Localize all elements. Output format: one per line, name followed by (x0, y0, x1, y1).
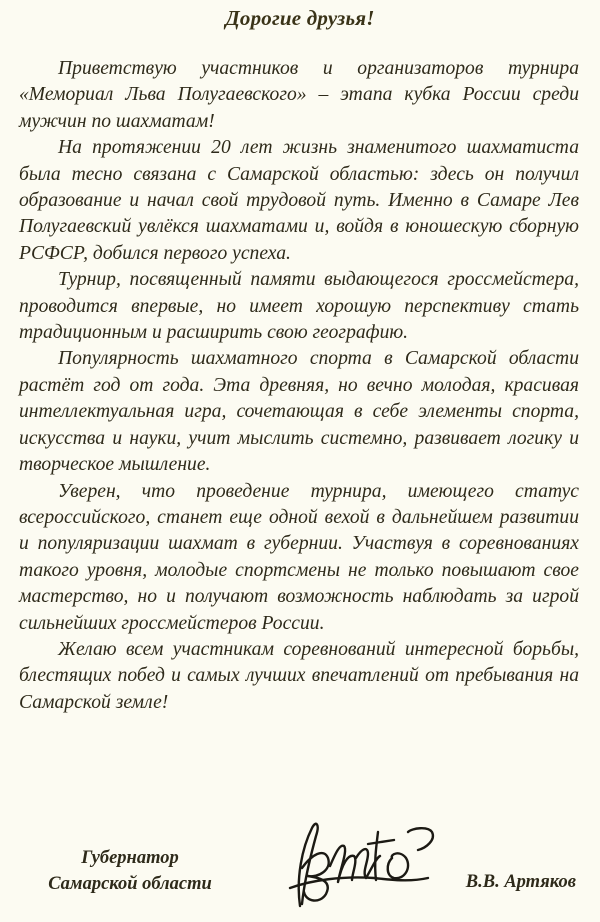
handwritten-signature (282, 818, 442, 918)
signatory-position (0, 845, 260, 897)
paragraph-wishes: Желаю всем участникам соревнований интересной борьбы, блестящих побед и самых лучших впечатлений от пребывания на Самарской земле! (19, 638, 579, 713)
letter-body (19, 56, 579, 716)
paragraph-tournament: Турнир, посвященный памяти выдающегося гроссмейстера, проводится впервые, но имеет хорошую перспективу стать традиционным и расширить свою географию. (19, 269, 579, 344)
salutation-heading: Дорогие друзья! (225, 6, 375, 30)
paragraph-biography: На протяжении 20 лет жизнь знаменитого шахматиста была тесно связана с Самарской областью: здесь он получил образование и начал свой трудовой путь. Именно в Самаре Лев Полугаевский увлёкся шахматами и, войдя в юношескую сборную РСФСР, добился первого успеха. (19, 137, 579, 264)
position-title: Губернатор (81, 848, 179, 868)
paragraph-popularity: Популярность шахматного спорта в Самарской области растёт год от года. Эта древняя, но вечно молодая, красивая интеллектуальная игра, сочетающая в себе элементы спорта, искусства и науки, учит мыслить системно, развивает логику и творческое мышление. (19, 348, 579, 476)
position-region: Самарской области (48, 874, 212, 894)
paragraph-greeting: Приветствую участников и организаторов турнира «Мемориал Льва Полугаевского» – этапа кубка России среди мужчин по шахматам! (19, 58, 579, 132)
paragraph-confidence: Уверен, что проведение турнира, имеющего статус всероссийского, станет еще одной вехой в дальнейшем развитии и популяризации шахмат в губернии. Участвуя в соревнованиях такого уровня, молодые спортсмены не только повышают свое мастерство, но и получают возможность наблюдать за игрой сильнейших гроссмейстеров России. (19, 480, 579, 634)
signatory-name: В.В. Артяков (465, 872, 576, 892)
